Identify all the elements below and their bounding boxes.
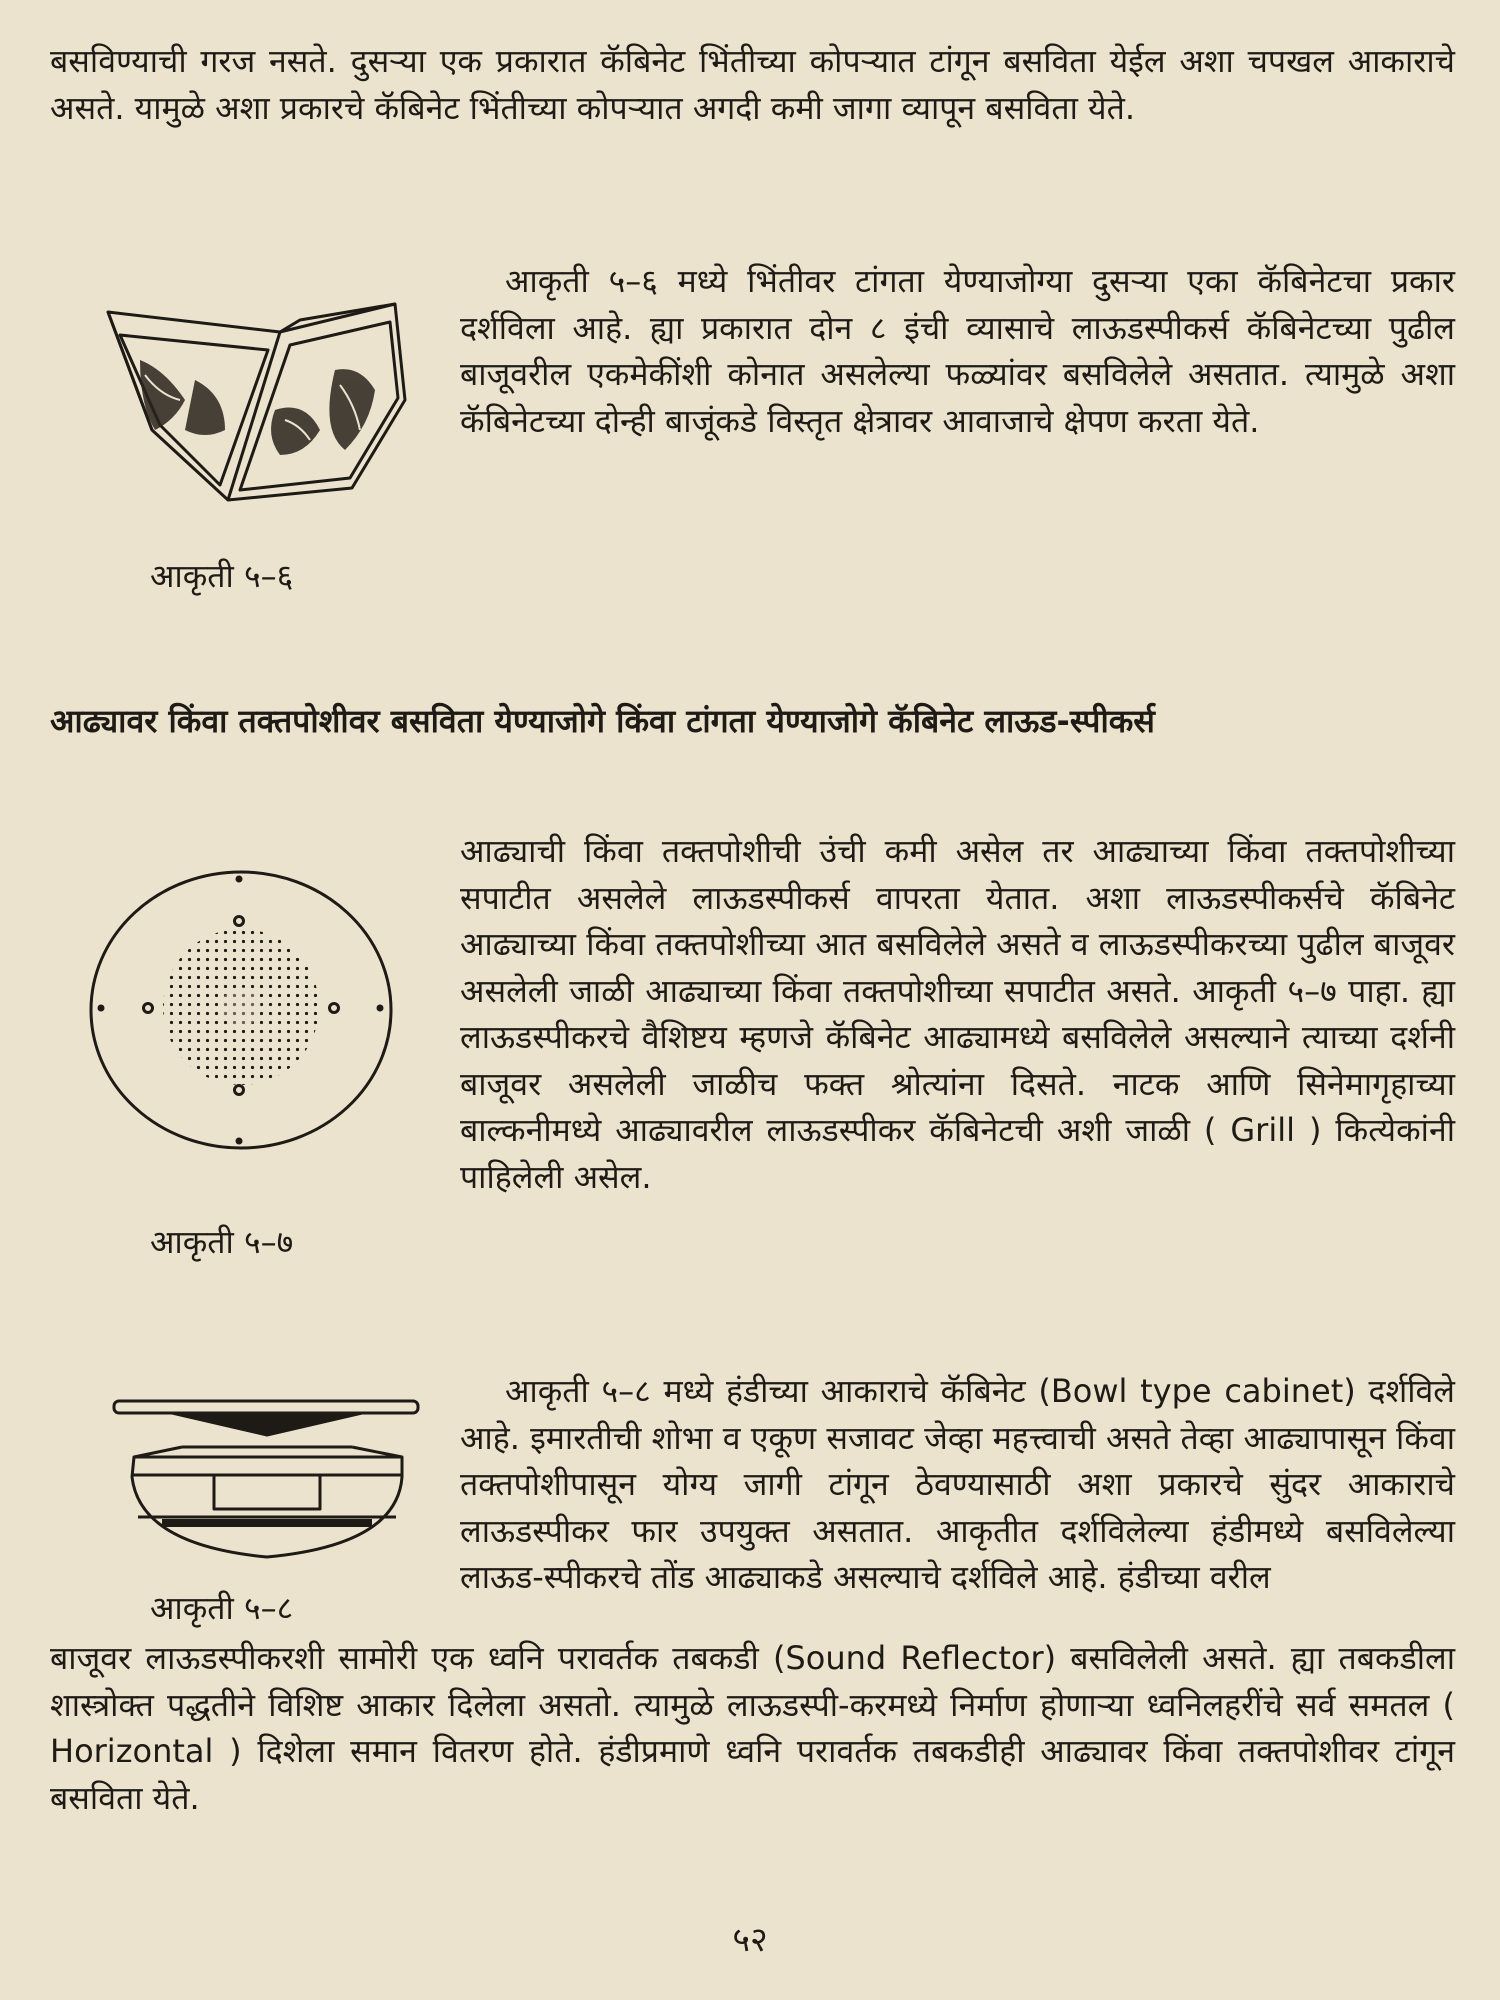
section-heading: आढ्यावर किंवा तक्तपोशीवर बसविता येण्याजोगे किंवा टांगता येण्याजोगे कॅबिनेट लाऊड-स्पीकर्स	[50, 702, 1155, 740]
figure-5-8-paragraph: आकृती ५–८ मध्ये हंडीच्या आकाराचे कॅबिनेट (Bowl type cabinet) दर्शविले आहे. इमारतीची शोभा व एकूण सजावट जेव्हा महत्त्वाची असते तेव्हा आढ्यापासून किंवा तक्तपोशीपासून योग्य जागी टांगून ठेवण्यासाठी अशा प्रकारचे सुंदर आकाराचे लाऊडस्पीकर फार उपयुक्त असतात. आकृतीत दर्शविलेल्या हंडीमध्ये बसविलेल्या लाऊड-स्पीकरचे तोंड आढ्याकडे असल्याचे दर्शविले आहे. हंडीच्या वरील	[460, 1372, 1455, 1596]
intro-paragraph: बसविण्याची गरज नसते. दुसऱ्या एक प्रकारात कॅबिनेट भिंतीच्या कोपऱ्यात टांगून बसविता येईल अशा चपखल आकाराचे असते. यामुळे अशा प्रकारचे कॅबिनेट भिंतीच्या कोपऱ्यात अगदी कमी जागा व्यापून बसविता येते.	[50, 42, 1455, 127]
page-number: ५२	[732, 1920, 768, 1960]
figure-5-7-ceiling-grille	[86, 865, 396, 1155]
figure-5-7-caption: आकृती ५–७	[150, 1223, 294, 1261]
figure-5-6-paragraph: आकृती ५–६ मध्ये भिंतीवर टांगता येण्याजोग्या दुसऱ्या एका कॅबिनेटचा प्रकार दर्शविला आहे. ह्या प्रकारात दोन ८ इंची व्यासाचे लाऊडस्पीकर्स कॅबिनेटच्या पुढील बाजूवरील एकमेकींशी कोनात असलेल्या फळ्यांवर बसविलेले असतात. त्यामुळे अशा कॅबिनेटच्या दोन्ही बाजूंकडे विस्तृत क्षेत्रावर आवाजाचे क्षेपण करता येते.	[460, 262, 1455, 440]
closing-paragraph: बाजूवर लाऊडस्पीकरशी सामोरी एक ध्वनि परावर्तक तबकडी (Sound Reflector) बसविलेली असते. ह्या तबकडीला शास्त्रोक्त पद्धतीने विशिष्ट आकार दिलेला असतो. त्यामुळे लाऊडस्पी-करमध्ये निर्माण होणाऱ्या ध्वनिलहरींचे सर्व समतल ( Horizontal ) दिशेला समान वितरण होते. हंडीप्रमाणे ध्वनि परावर्तक तबकडीही आढ्यावर किंवा तक्तपोशीवर टांगून बसविता येते.	[50, 1639, 1455, 1817]
figure-5-8-bowl-cabinet	[112, 1395, 422, 1560]
figure-5-8-caption: आकृती ५–८	[150, 1589, 294, 1627]
figure-5-7-paragraph: आढ्याची किंवा तक्तपोशीची उंची कमी असेल तर आढ्याच्या किंवा तक्तपोशीच्या सपाटीत असलेले लाऊडस्पीकर्स वापरता येतात. अशा लाऊडस्पीकर्सचे कॅबिनेट आढ्याच्या किंवा तक्तपोशीच्या आत बसविलेले असते व लाऊडस्पीकरच्या पुढील बाजूवर असलेली जाळी आढ्याच्या किंवा तक्तपोशीच्या सपाटीत असते. आकृती ५–७ पाहा. ह्या लाऊडस्पीकरचे वैशिष्टय म्हणजे कॅबिनेट आढ्यामध्ये बसविलेले असल्याने त्याच्या दर्शनी बाजूवर असलेली जाळीच फक्त श्रोत्यांना दिसते. नाटक आणि सिनेमागृहाच्या बाल्कनीमध्ये आढ्यावरील लाऊडस्पीकर कॅबिनेटची अशी जाळी ( Grill ) कित्येकांनी पाहिलेली असेल.	[460, 832, 1455, 1196]
figure-5-6-wall-cabinet	[100, 300, 410, 505]
figure-5-6-caption: आकृती ५–६	[150, 557, 294, 595]
